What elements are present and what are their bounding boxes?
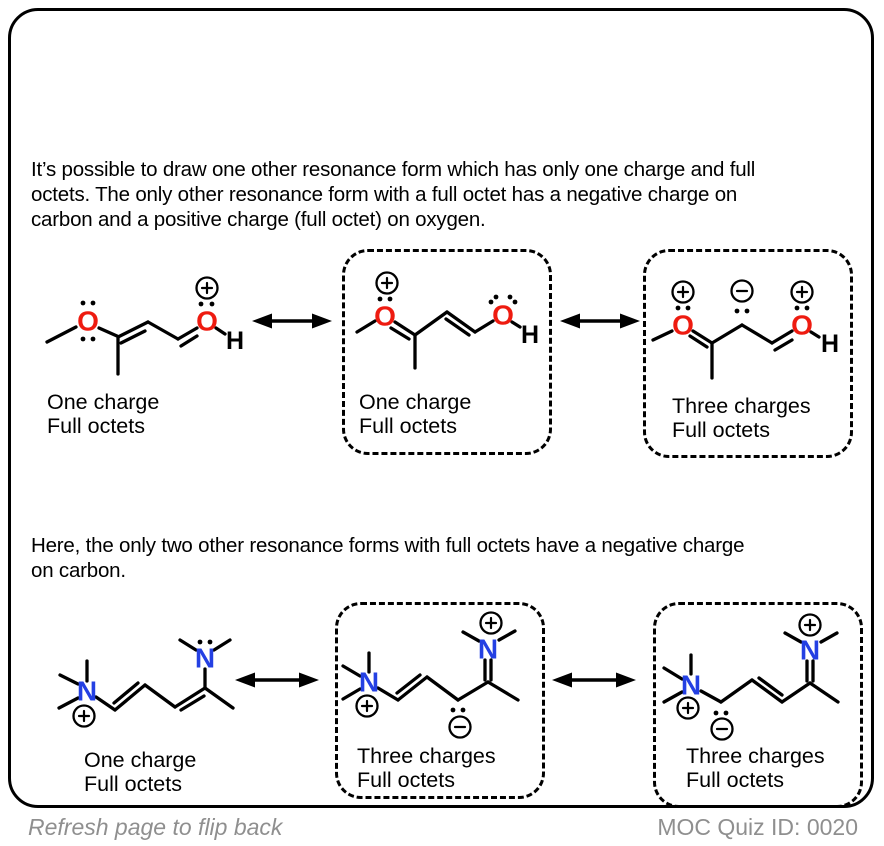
structure-caption (357, 744, 496, 792)
paragraph-line: Here, the only two other resonance forms with full octets have a negative charge (31, 534, 745, 557)
nitrogen-atom-label: N (358, 666, 380, 698)
structure-caption (47, 390, 159, 438)
hydrogen-atom-label: H (225, 327, 245, 355)
plus-charge-icon (800, 615, 821, 636)
hydrogen-atom-label: H (520, 321, 540, 349)
oxygen-atom-label: O (374, 300, 396, 332)
nitrogen-atom-label: N (799, 634, 821, 666)
plus-charge-icon (197, 278, 218, 299)
lone-pair-dots (676, 306, 810, 314)
molecule-row2-form3 (655, 606, 870, 742)
plus-charge-icon (673, 282, 694, 303)
structure-caption (672, 394, 811, 442)
structure-caption (359, 390, 471, 438)
lone-pair-dots (714, 711, 729, 716)
plus-charge-icon (792, 282, 813, 303)
nitrogen-atom-label: N (76, 675, 98, 707)
caption-line: Three charges (686, 744, 825, 768)
nitrogen-atom-label: N (477, 633, 499, 665)
resonance-arrow-icon (550, 668, 638, 692)
structure-caption (686, 744, 825, 792)
oxygen-atom-label: O (791, 309, 813, 341)
plus-charge-icon (357, 696, 378, 717)
molecule-row1-form3 (648, 264, 843, 384)
caption-line: Full octets (686, 768, 784, 792)
paragraph-line: carbon and a positive charge (full octet) on oxygen. (31, 208, 486, 231)
minus-charge-icon (712, 719, 733, 740)
caption-line: One charge (84, 748, 197, 772)
caption-line: Full octets (357, 768, 455, 792)
caption-line: Three charges (357, 744, 496, 768)
plus-charge-icon (481, 613, 502, 634)
structure-caption (84, 748, 196, 796)
paragraph-line: octets. The only other resonance form with a full octet has a negative charge on (31, 183, 738, 206)
molecule-row1-form2 (350, 264, 545, 376)
lone-pair-dots (451, 708, 466, 713)
oxygen-atom-label: O (196, 305, 218, 337)
paragraph-line: on carbon. (31, 559, 126, 582)
caption-line: Full octets (359, 414, 457, 438)
flip-back-hint: Refresh page to flip back (28, 814, 283, 840)
instruction-paragraph-2 (31, 533, 744, 583)
resonance-arrow-icon (233, 668, 321, 692)
paragraph-line: It’s possible to draw one other resonance form which has only one charge and full (31, 158, 756, 181)
nitrogen-atom-label: N (194, 642, 216, 674)
caption-line: Full octets (84, 772, 182, 796)
resonance-arrow-icon (558, 309, 642, 333)
instruction-paragraph-1 (31, 157, 755, 232)
nitrogen-atom-label: N (680, 669, 702, 701)
caption-line: Full octets (47, 414, 145, 438)
plus-charge-icon (678, 698, 699, 719)
caption-line: Three charges (672, 394, 811, 418)
minus-charge-icon (450, 717, 471, 738)
oxygen-atom-label: O (77, 305, 99, 337)
caption-line: One charge (359, 390, 472, 414)
oxygen-atom-label: O (492, 299, 514, 331)
minus-charge-icon (732, 281, 753, 302)
resonance-arrow-icon (250, 309, 334, 333)
quiz-id: MOC Quiz ID: 0020 (657, 814, 858, 840)
caption-line: Full octets (672, 418, 770, 442)
caption-line: One charge (47, 390, 160, 414)
molecule-row1-form1 (35, 268, 255, 386)
hydrogen-atom-label: H (820, 330, 840, 358)
molecule-row2-form2 (335, 606, 550, 739)
plus-charge-icon (377, 273, 398, 294)
plus-charge-icon (74, 706, 95, 727)
oxygen-atom-label: O (672, 309, 694, 341)
